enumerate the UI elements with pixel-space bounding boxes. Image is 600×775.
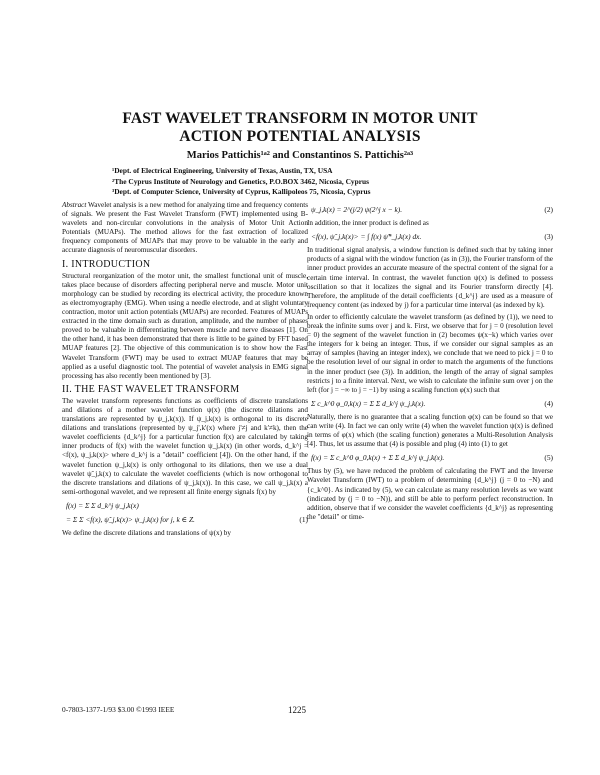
abstract [62, 201, 308, 256]
fwt-paragraph-2: We define the discrete dilations and translations of ψ(x) by [62, 529, 231, 538]
equation-1-number: (1) [299, 515, 308, 524]
title-line-2: ACTION POTENTIAL ANALYSIS [179, 128, 421, 145]
affiliations [112, 166, 532, 198]
equation-1-line-2: = Σ Σ <f(x), ψ̃_j,k(x)> ψ_j,k(x) for j, k ∈ Z. [66, 515, 195, 524]
right-column [307, 201, 553, 525]
equation-4 [307, 399, 553, 408]
equation-3 [307, 232, 553, 241]
equation-2-body: ψ_j,k(x) = 2^(j/2) ψ(2^j x − k). [311, 205, 403, 214]
abstract-text: Wavelet analysis is a new method for analyzing time and frequency contents of signals. We present the Fast Wavelet Transform (FWT) implemented using B-wavelets and non-circular convolutions in the analysis of Motor Unit Action Potentials (MUAPs). The method allows for the fast extraction of localized frequency components of MUAPs that may prove to be valuable in the early and accurate diagnosis of neuromuscular disorders. [62, 201, 308, 255]
equation-5-number: (5) [544, 453, 553, 463]
copyright-footer: 0-7803-1377-1/93 $3.00 ©1993 IEEE [62, 705, 175, 714]
left-column [62, 201, 308, 541]
equation-1 [62, 501, 308, 510]
equation-1-continued [62, 515, 308, 524]
right-paragraph-4: Naturally, there is no guarantee that a scaling function φ(x) can be found so that we can write (4). In fact we can only write (4) when the wavelet function ψ(x) is defined in terms of φ(x) which (the scaling function) generates a Multi-Resolution Analysis [4]. Thus, let us assume that (4) is possible and plug (4) into (1) to get [307, 412, 553, 449]
right-paragraph-5: Thus by (5), we have reduced the problem of calculating the FWT and the Inverse Wavelet Transform (IWT) to a problem of determining {d_k^j} (j = 0 to −N) and {c_k^0}. As indicated by (5), we can calculate as many resolution levels as we want (indicated by (j = 0 to −N)), and still be able to perform perfect reconstruction. In addition, observe that if we consider the wavelet coefficients {d_k^j} as representing the "detail" or time- [307, 467, 553, 521]
equation-4-number: (4) [544, 398, 553, 408]
equation-5-body: f(x) = Σ c_k^0 φ_0,k(x) + Σ Σ d_k^j ψ_j,k(x). [311, 453, 445, 463]
equation-2 [307, 205, 553, 214]
page-number: 1225 [288, 705, 306, 715]
equation-2-number: (2) [544, 205, 553, 214]
right-paragraph-2: In traditional signal analysis, a window function is defined such that by taking inner products of a signal with the window function (as in (3)), the Fourier transform of the inner product provides an accurate measure of the spectral content of the signal for a certain time interval. In contrast, the wavelet function ψ(x) is defined to possess oscillation so that it localizes the signal and its Fourier transform directly [4]. Therefore, the amplitude of the detail coefficients {d_k^j} are used as a measure of frequency content (as indexed by j) for a particular time interval (as indexed by k). [307, 246, 553, 309]
right-paragraph-1: In addition, the inner product is defined as [307, 219, 429, 228]
affiliation-2: ²The Cyprus Institute of Neurology and Genetics, P.O.BOX 3462, Nicosia, Cyprus [112, 176, 370, 186]
author-list: Marios Pattichis¹ᵃ² and Constantinos S. Pattichis²ᵃ³ [186, 150, 414, 161]
equation-5 [307, 453, 553, 462]
equation-1-line-1: f(x) = Σ Σ d_k^j ψ_j,k(x) [66, 500, 139, 510]
affiliation-1: ¹Dept. of Electrical Engineering, University of Texas, Austin, TX, USA [112, 166, 333, 175]
affiliation-3: ³Dept. of Computer Science, University of Cyprus, Kallipoleos 75, Nicosia, Cyprus [112, 187, 371, 196]
fwt-heading: II. THE FAST WAVELET TRANSFORM [62, 383, 240, 395]
abstract-label: Abstract [62, 201, 87, 209]
equation-3-number: (3) [544, 232, 553, 242]
paper-title [60, 110, 540, 146]
equation-3-body: <f(x), ψ̃_j,k(x)> = ∫ f(x) ψ̃*_j,k(x) dx. [311, 232, 422, 242]
equation-4-body: Σ c_k^0 φ_0,k(x) = Σ Σ d_k^j ψ_j,k(x). [311, 398, 426, 408]
right-paragraph-3: In order to efficiently calculate the wavelet transform (as defined by (1)), we need to break the infinite sums over j and k. First, we observe that for j = 0 (resolution level = 0) the segment of the wavelet function in (2) becomes ψ(x−k) which varies over the integers for k being an integer. Thus, if we consider our signal samples as an array of samples (having an integer index), we conclude that we need to pick j = 0 to be the resolution level of our signal in order to match the arguments of the functions in the inner product (see (3)). In addition, the length of the array of signal samples restricts j to a finite interval. Next, we wish to calculate the infinite sum over j on the left (for j = −∞ to j = −1) by using a scaling function φ(x) such that [307, 312, 553, 394]
intro-paragraph: Structural reorganization of the motor unit, the smallest functional unit of muscle, takes place because of disorders affecting peripheral nerve and muscle. Motor unit morphology can be studied by recording its electrical activity, the procedure known as electromyography (EMG). When using a needle electrode, and at slight voluntary contraction, motor unit action potentials (MUAPs) are recorded. Features of MUAPs extracted in the time domain such as duration, amplitude, and the number of phases proved to be valuable in differentiating between muscle and nerve diseases [1]. On the other hand, it has been demonstrated that there is little to be gained by FFT based MUAP features [2]. The objective of this communication is to show how the Fast Wavelet Transform (FWT) may be used to extract MUAP features that may be applied as a useful diagnostic tool. The potential of wavelet analysis in EMG signal processing has also recently been mentioned by [3]. [62, 271, 308, 380]
title-line-1: FAST WAVELET TRANSFORM IN MOTOR UNIT [122, 110, 478, 127]
fwt-paragraph-1: The wavelet transform represents functions as coefficients of discrete translations and dilations of a mother wavelet function ψ(x) (the discrete dilations and translations are represented by ψ_j,k(x)). If ψ_j,k(x) is orthogonal to its discrete dilations and translations (represented by ψ_j',k'(x) where j'≠j and k'≠k), then the wavelet coefficients {d_k^j} for a particular function f(x) are calculated by taking inner products of f(x) with the wavelet function ψ_j,k(x) (in other words, d_k^j = <f(x), ψ_j,k(x)> where d_k^j is a "detail" coefficient [4]). On the other hand, if the wavelet function ψ_j,k(x) is only orthogonal to its dilations, then we use a dual wavelet ψ̃_j,k(x) to calculate the wavelet coefficients (which is now orthogonal to the discrete translations and dilations of ψ_j,k(x)). In this case, we call ψ_j,k(x) a semi-orthogonal wavelet, and we represent all finite energy signals f(x) by [62, 396, 308, 496]
intro-heading: I. INTRODUCTION [62, 258, 151, 270]
